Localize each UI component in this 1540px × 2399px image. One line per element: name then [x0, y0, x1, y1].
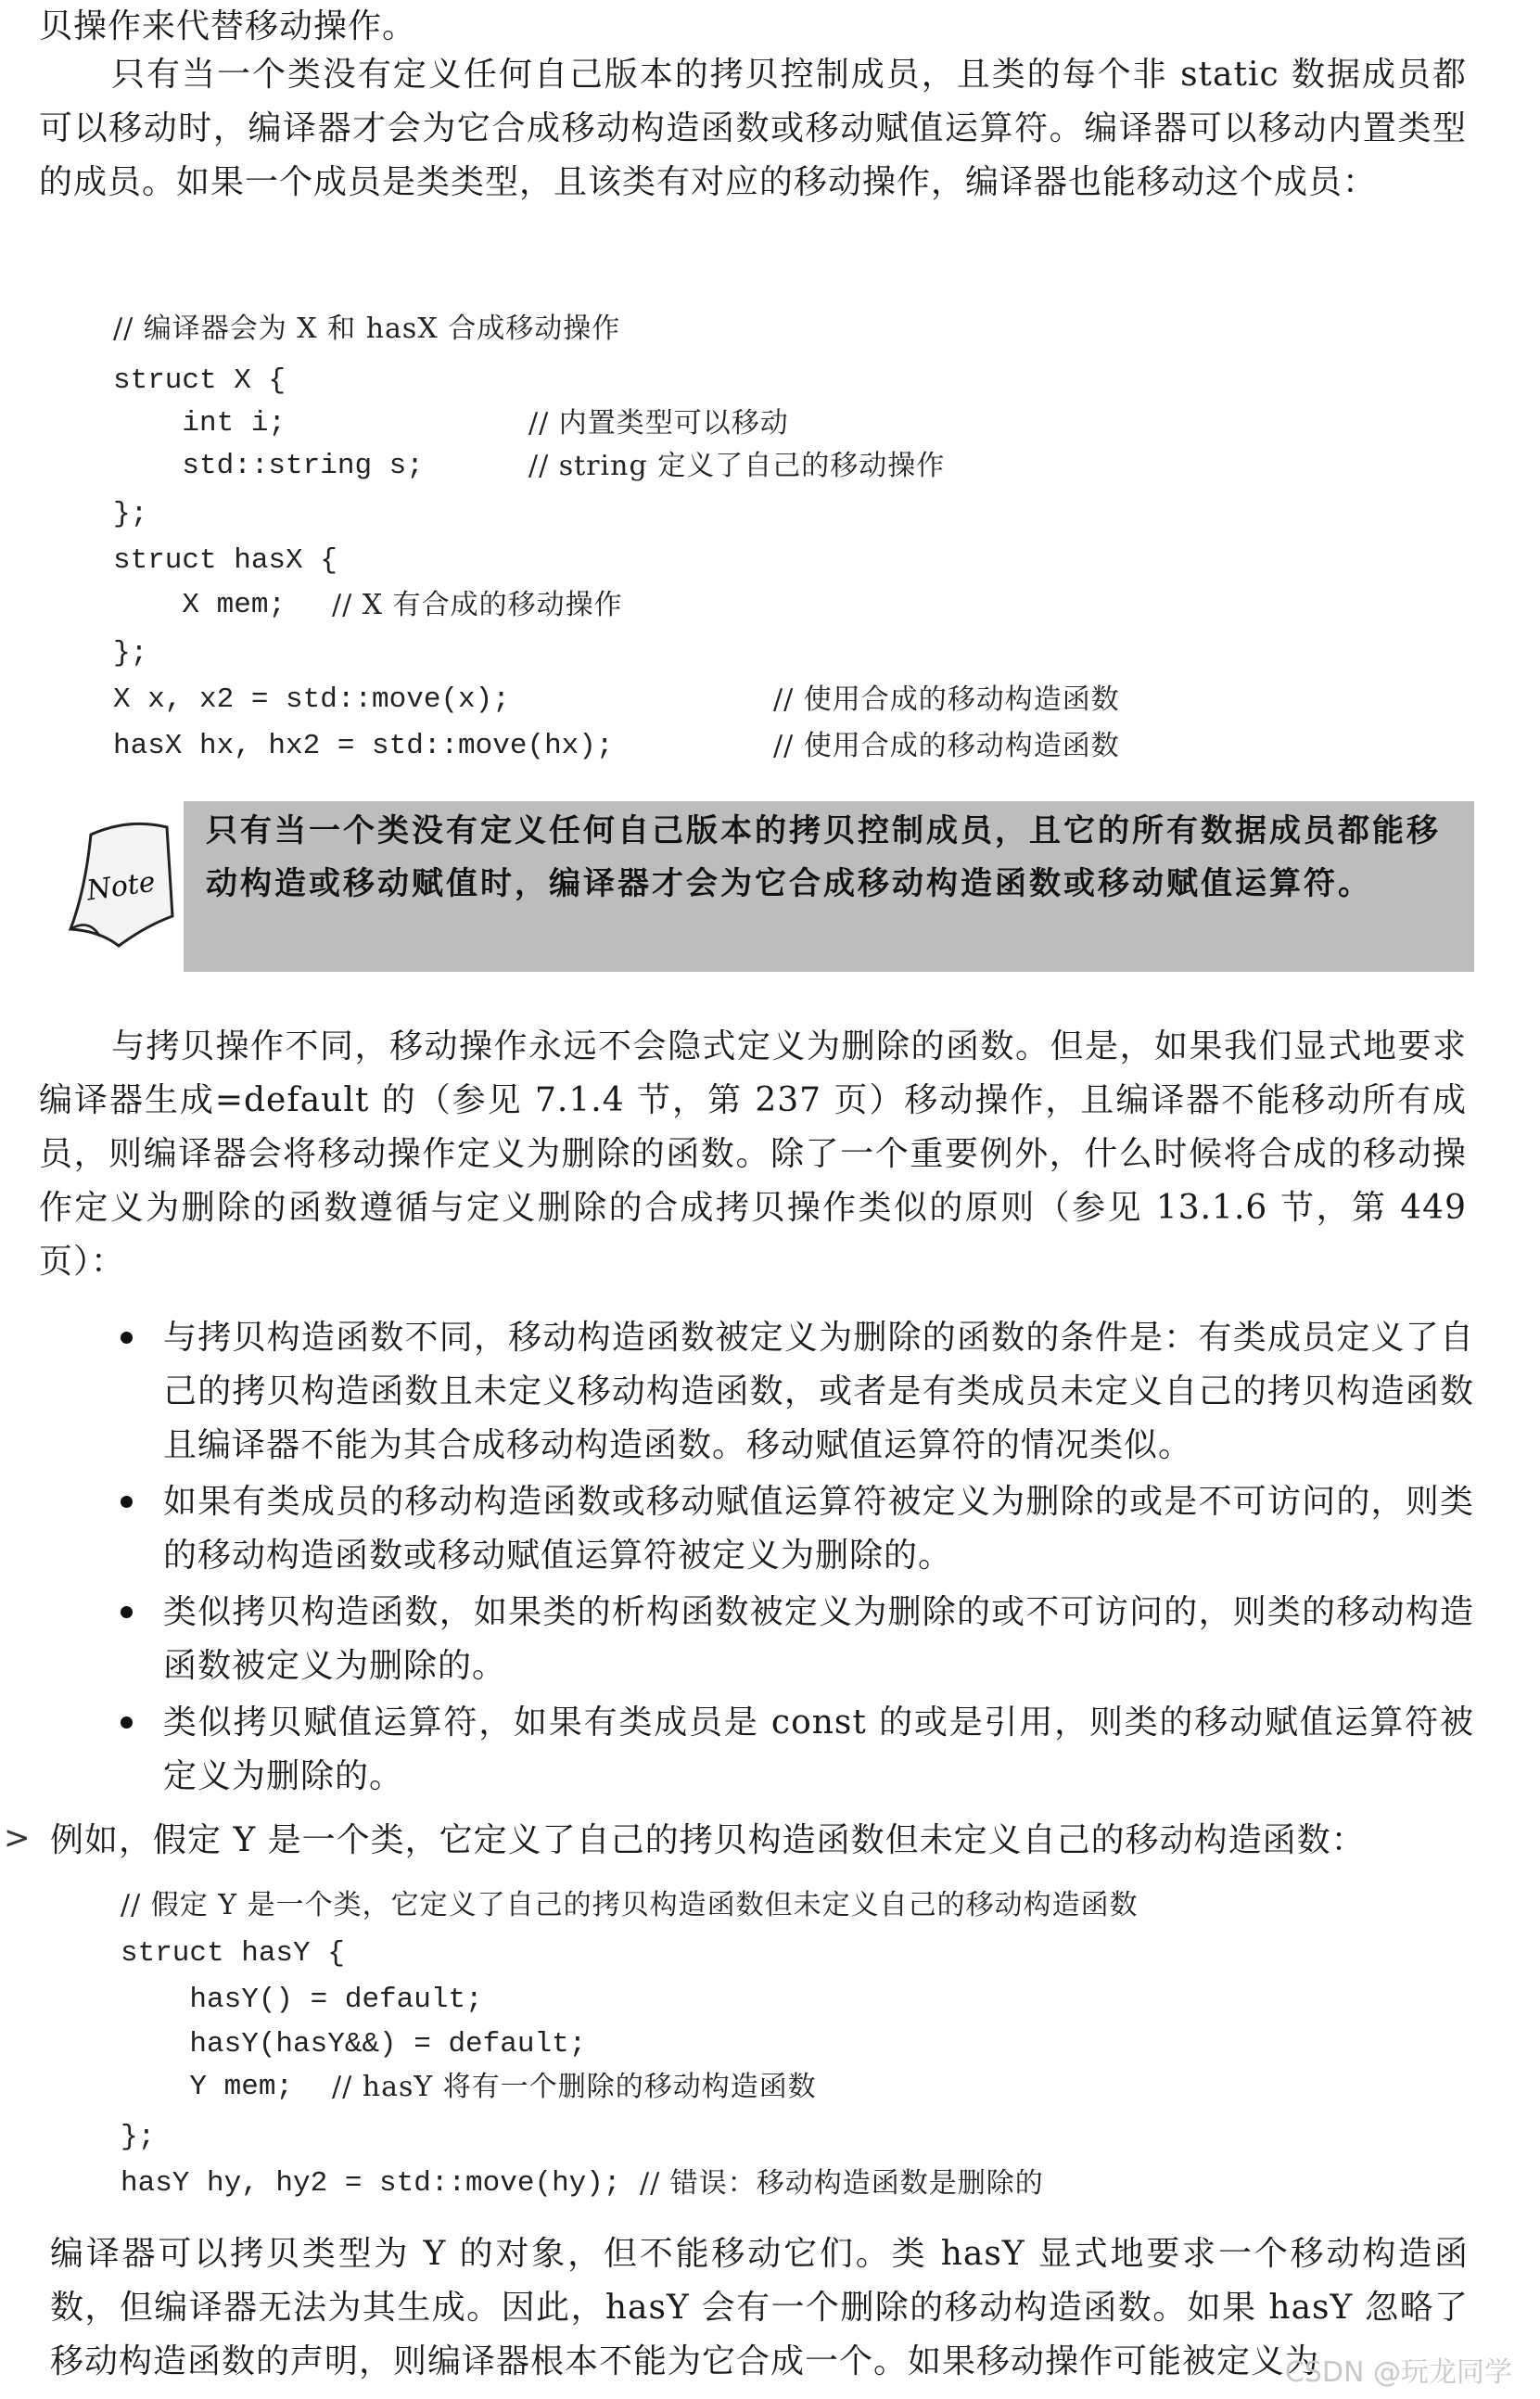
code-comment: // 使用合成的移动构造函数: [773, 730, 1120, 762]
code-line: X mem;: [113, 589, 286, 621]
code-line: hasX hx, hx2 = std::move(hx);: [113, 730, 614, 762]
watermark: CSDN @玩龙同学: [1284, 2356, 1512, 2389]
code-line: struct X {: [113, 364, 286, 397]
code-line: struct hasX {: [113, 544, 337, 577]
code-comment: // 错误：移动构造函数是删除的: [640, 2167, 1044, 2200]
paragraph-explanation: 编译器可以拷贝类型为 Y 的对象，但不能移动它们。类 hasY 显式地要求一个移动构造函数，但编译器无法为其生成。因此，hasY 会有一个删除的移动构造函数。如果 hasY 忽略了移动构造函数的声明，则编译器根本不能为它合成一个。如果移动操作可能被定义为: [50, 2235, 1469, 2380]
paragraph-move-synthesis: 只有当一个类没有定义任何自己版本的拷贝控制成员，且类的每个非 static 数据成员都可以移动时，编译器才会为它合成移动构造函数或移动赋值运算符。编译器可以移动内置类型的成员。如果一个成员是类类型，且该类有对应的移动操作，编译器也能移动这个成员：: [39, 56, 1467, 201]
code-line: Y mem;: [121, 2071, 294, 2103]
code-comment: // X 有合成的移动操作: [332, 589, 623, 621]
paragraph-continued: 贝操作来代替移动操作。: [39, 7, 417, 45]
code-line: };: [121, 2121, 156, 2153]
note-text: 只有当一个类没有定义任何自己版本的拷贝控制成员，且它的所有数据成员都能移动构造或移动赋值时，编译器才会为它合成移动构造函数或移动赋值运算符。: [206, 812, 1441, 902]
bullet-icon: [121, 1606, 133, 1618]
code-comment: // 使用合成的移动构造函数: [773, 683, 1120, 716]
code-line: };: [113, 498, 148, 530]
paragraph-default-move: 与拷贝操作不同，移动操作永远不会隐式定义为删除的函数。但是，如果我们显式地要求编译器生成=default 的（参见 7.1.4 节，第 237 页）移动操作，且编译器不能移动所有成员，则编译器会将移动操作定义为删除的函数。除了一个重要例外，什么时候将合成的移动操作定义为删除的函数遵循与定义删除的合成拷贝操作类似的原则（参见 13.1.6 节，第 449 页）：: [39, 1027, 1467, 1281]
code-line: };: [113, 637, 148, 670]
code-line: // 编译器会为 X 和 hasX 合成移动操作: [113, 313, 621, 345]
bullet-list: [121, 1311, 1474, 1806]
code-line: hasY(hasY&&) = default;: [121, 2028, 587, 2061]
list-item: 与拷贝构造函数不同，移动构造函数被定义为删除的函数的条件是：有类成员定义了自己的拷贝构造函数且未定义移动构造函数，或者是有类成员未定义自己的拷贝构造函数且编译器不能为其合成移动构造函数。移动赋值运算符的情况类似。: [163, 1311, 1474, 1473]
chevron-right-icon: >: [4, 1819, 31, 1857]
code-comment: // string 定义了自己的移动操作: [528, 450, 946, 482]
code-line: int i;: [113, 407, 286, 440]
note-icon-label: Note: [84, 865, 158, 908]
note-icon: [63, 807, 193, 964]
code-line: X x, x2 = std::move(x);: [113, 683, 510, 716]
code-comment: // 内置类型可以移动: [528, 407, 789, 440]
bullet-icon: [121, 1496, 133, 1508]
list-item: 类似拷贝构造函数，如果类的析构函数被定义为删除的或不可访问的，则类的移动构造函数被定义为删除的。: [163, 1586, 1474, 1693]
code-line: hasY hy, hy2 = std::move(hy);: [121, 2167, 621, 2200]
list-item: 类似拷贝赋值运算符，如果有类成员是 const 的或是引用，则类的移动赋值运算符被定义为删除的。: [163, 1696, 1474, 1804]
paragraph-example: 例如，假定 Y 是一个类，它定义了自己的拷贝构造函数但未定义自己的移动构造函数：: [50, 1821, 1366, 1859]
bullet-icon: [121, 1332, 133, 1344]
code-comment: // hasY 将有一个删除的移动构造函数: [332, 2071, 817, 2103]
code-line: hasY() = default;: [121, 1984, 483, 2016]
code-line: std::string s;: [113, 450, 424, 482]
code-line: struct hasY {: [121, 1937, 345, 1970]
code-line: // 假定 Y 是一个类，它定义了自己的拷贝构造函数但未定义自己的移动构造函数: [121, 1889, 1139, 1921]
list-item: 如果有类成员的移动构造函数或移动赋值运算符被定义为删除的或是不可访问的，则类的移动构造函数或移动赋值运算符被定义为删除的。: [163, 1475, 1474, 1583]
bullet-icon: [121, 1716, 133, 1729]
